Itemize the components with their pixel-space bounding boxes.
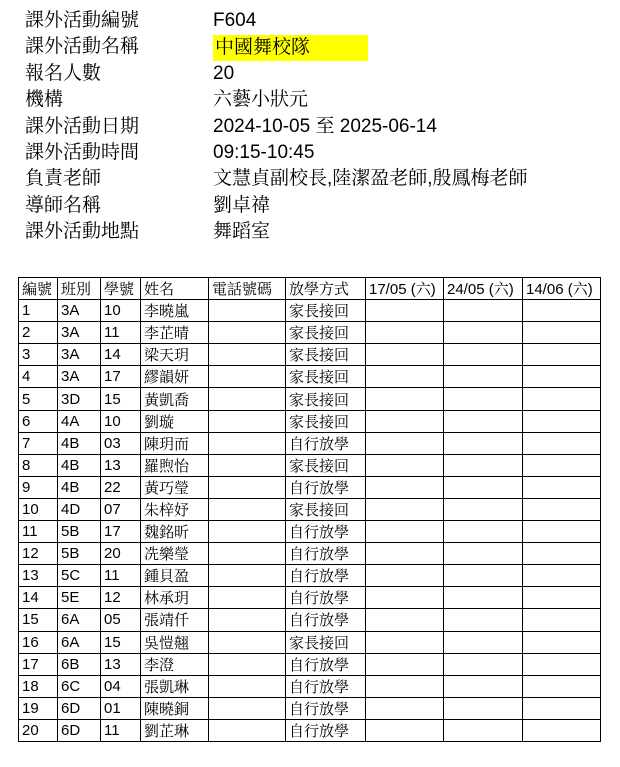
table-row [19,410,601,432]
table-cell [209,432,286,454]
table-cell: 6C [58,675,101,697]
table-cell: 2 [19,322,58,344]
table-cell: 梁天玥 [141,344,209,366]
table-cell: 6A [58,631,101,653]
table-cell: 3A [58,300,101,322]
table-cell [444,498,523,520]
table-header-cell: 14/06 (六) [523,278,601,300]
table-header-cell: 學號 [101,278,141,300]
table-cell: 4A [58,410,101,432]
table-cell [366,410,444,432]
table-cell [366,366,444,388]
table-cell: 11 [19,521,58,543]
table-row [19,300,601,322]
table-cell [444,366,523,388]
table-cell: 劉芷琳 [141,719,209,741]
table-header-row [19,278,601,300]
table-row [19,432,601,454]
table-cell [444,476,523,498]
table-cell: 繆韻妍 [141,366,209,388]
table-cell [366,521,444,543]
info-label: 報名人數 [25,62,102,84]
table-cell: 12 [19,543,58,565]
table-cell: 1 [19,300,58,322]
table-cell [523,476,601,498]
info-row [0,166,620,192]
table-cell: 7 [19,432,58,454]
table-cell [523,719,601,741]
table-cell: 家長接回 [286,388,366,410]
table-cell: 11 [101,322,141,344]
table-cell [209,697,286,719]
table-cell: 家長接回 [286,631,366,653]
table-cell: 13 [19,565,58,587]
table-cell [444,653,523,675]
table-cell: 張靖仟 [141,609,209,631]
table-cell: 羅煦怡 [141,454,209,476]
table-cell [366,653,444,675]
table-cell [444,300,523,322]
table-cell [523,388,601,410]
table-cell: 6A [58,609,101,631]
table-row [19,366,601,388]
table-cell [444,388,523,410]
table-row [19,631,601,653]
table-header-cell: 24/05 (六) [444,278,523,300]
table-cell: 吳愷翹 [141,631,209,653]
table-cell [444,410,523,432]
table-cell: 鍾貝盈 [141,565,209,587]
table-cell: 03 [101,432,141,454]
info-row [0,87,620,113]
table-cell: 李曉嵐 [141,300,209,322]
info-value: 舞蹈室 [213,221,271,243]
table-cell: 22 [101,476,141,498]
table-cell [366,587,444,609]
table-cell: 17 [101,521,141,543]
table-cell [366,344,444,366]
table-cell: 李芷晴 [141,322,209,344]
table-cell: 11 [101,719,141,741]
table-cell [209,410,286,432]
table-cell: 10 [19,498,58,520]
table-cell: 自行放學 [286,565,366,587]
table-cell [209,631,286,653]
table-cell: 6D [58,719,101,741]
table-cell: 自行放學 [286,543,366,565]
table-cell [523,498,601,520]
table-row [19,322,601,344]
table-cell: 家長接回 [286,410,366,432]
table-cell [209,675,286,697]
activity-info-section [0,0,620,246]
info-value: 劉卓禕 [213,194,271,216]
info-value: 09:15-10:45 [213,141,315,163]
table-cell [366,432,444,454]
table-cell: 4B [58,476,101,498]
table-header-cell: 班別 [58,278,101,300]
info-value: 文慧貞副校長,陸潔盈老師,殷鳳梅老師 [213,168,528,190]
table-cell [366,322,444,344]
table-cell [523,587,601,609]
table-cell [209,476,286,498]
table-cell [444,432,523,454]
table-row [19,543,601,565]
table-cell: 3A [58,344,101,366]
table-cell [523,543,601,565]
table-header-cell: 放學方式 [286,278,366,300]
table-cell: 20 [19,719,58,741]
table-row [19,454,601,476]
table-row [19,719,601,741]
table-cell: 13 [101,454,141,476]
table-cell: 13 [101,653,141,675]
table-cell [444,587,523,609]
table-cell: 11 [101,565,141,587]
table-cell [444,543,523,565]
table-cell: 家長接回 [286,322,366,344]
table-cell [366,719,444,741]
table-cell: 4B [58,454,101,476]
table-cell: 家長接回 [286,454,366,476]
table-cell [366,300,444,322]
table-cell: 18 [19,675,58,697]
table-cell: 10 [101,410,141,432]
table-cell: 14 [19,587,58,609]
table-row [19,388,601,410]
table-cell: 5E [58,587,101,609]
table-cell: 自行放學 [286,697,366,719]
info-row [0,34,620,60]
table-cell: 17 [19,653,58,675]
table-cell [366,388,444,410]
table-cell [523,300,601,322]
table-cell [523,410,601,432]
table-cell [523,521,601,543]
table-cell [209,366,286,388]
table-cell [444,454,523,476]
table-cell: 10 [101,300,141,322]
table-cell: 自行放學 [286,653,366,675]
table-row [19,498,601,520]
table-header-cell: 電話號碼 [209,278,286,300]
table-cell [523,344,601,366]
table-cell [444,322,523,344]
table-cell: 5B [58,543,101,565]
table-cell: 3A [58,366,101,388]
table-cell: 12 [101,587,141,609]
table-cell [209,719,286,741]
table-cell: 04 [101,675,141,697]
student-roster-table [18,277,601,742]
table-cell [209,322,286,344]
table-cell: 4D [58,498,101,520]
table-cell: 家長接回 [286,344,366,366]
table-row [19,609,601,631]
info-label: 機構 [25,89,64,111]
table-cell: 8 [19,454,58,476]
info-row [0,140,620,166]
table-cell: 17 [101,366,141,388]
table-cell [444,344,523,366]
table-cell: 15 [101,388,141,410]
table-cell: 自行放學 [286,587,366,609]
table-cell [523,366,601,388]
info-value: 2024-10-05 至 2025-06-14 [213,115,437,137]
table-cell: 6D [58,697,101,719]
table-cell: 07 [101,498,141,520]
table-cell [444,609,523,631]
table-cell [444,565,523,587]
table-cell: 張凱琳 [141,675,209,697]
table-cell [523,697,601,719]
table-row [19,476,601,498]
info-label: 負責老師 [25,168,102,190]
table-row [19,521,601,543]
table-row [19,675,601,697]
table-cell: 自行放學 [286,675,366,697]
table-cell [209,521,286,543]
table-cell [523,454,601,476]
info-label: 課外活動編號 [25,10,140,31]
table-cell [523,653,601,675]
table-cell: 劉璇 [141,410,209,432]
table-cell [209,454,286,476]
table-cell: 朱梓妤 [141,498,209,520]
table-cell [444,631,523,653]
info-value: F604 [213,10,257,31]
table-cell [366,543,444,565]
table-cell: 李澄 [141,653,209,675]
table-cell: 5 [19,388,58,410]
table-cell [366,631,444,653]
table-cell: 陳曉銅 [141,697,209,719]
table-cell: 自行放學 [286,609,366,631]
table-cell: 4B [58,432,101,454]
table-cell [209,565,286,587]
table-cell: 冼樂瑩 [141,543,209,565]
student-roster-table-wrap [18,277,601,742]
table-header-cell: 17/05 (六) [366,278,444,300]
info-value-highlighted: 中國舞校隊 [213,35,368,61]
table-row [19,653,601,675]
table-cell: 黃巧瑩 [141,476,209,498]
table-cell [444,697,523,719]
table-cell [209,587,286,609]
table-cell [444,719,523,741]
table-cell: 16 [19,631,58,653]
info-row [0,193,620,219]
table-cell [444,521,523,543]
table-row [19,565,601,587]
table-cell [366,609,444,631]
table-cell [523,432,601,454]
table-cell: 5B [58,521,101,543]
table-cell: 家長接回 [286,300,366,322]
table-cell: 自行放學 [286,521,366,543]
table-row [19,697,601,719]
table-cell: 自行放學 [286,432,366,454]
info-label: 課外活動時間 [25,141,140,163]
table-row [19,587,601,609]
table-cell: 3D [58,388,101,410]
table-cell [209,543,286,565]
table-cell [523,631,601,653]
table-cell: 5C [58,565,101,587]
table-cell: 林承玥 [141,587,209,609]
table-cell [366,565,444,587]
table-cell [444,675,523,697]
table-cell [209,344,286,366]
table-cell [366,675,444,697]
info-value: 20 [213,62,235,84]
table-cell: 3A [58,322,101,344]
table-cell [366,476,444,498]
table-header-cell: 姓名 [141,278,209,300]
table-cell [523,609,601,631]
table-cell: 3 [19,344,58,366]
table-cell: 家長接回 [286,366,366,388]
table-cell [366,498,444,520]
table-cell: 05 [101,609,141,631]
table-cell [209,498,286,520]
table-cell: 6B [58,653,101,675]
table-cell: 6 [19,410,58,432]
table-header-cell: 編號 [19,278,58,300]
table-cell: 家長接回 [286,498,366,520]
info-row [0,61,620,87]
table-cell: 01 [101,697,141,719]
table-cell [209,653,286,675]
table-cell: 黃凱喬 [141,388,209,410]
info-label: 導師名稱 [25,194,102,216]
table-cell [523,675,601,697]
info-row [0,219,620,245]
table-cell: 14 [101,344,141,366]
table-cell: 15 [101,631,141,653]
table-cell [523,565,601,587]
info-label: 課外活動名稱 [25,36,140,58]
info-label: 課外活動日期 [25,115,140,137]
table-cell: 陳玥而 [141,432,209,454]
table-cell [366,454,444,476]
info-value: 六藝小狀元 [213,89,309,111]
table-cell: 自行放學 [286,476,366,498]
info-row [0,114,620,140]
table-cell [523,322,601,344]
table-cell: 自行放學 [286,719,366,741]
table-cell [209,609,286,631]
table-cell: 20 [101,543,141,565]
table-cell: 4 [19,366,58,388]
info-label: 課外活動地點 [25,221,140,243]
table-cell [366,697,444,719]
table-cell: 19 [19,697,58,719]
info-row [0,8,620,34]
table-cell: 15 [19,609,58,631]
table-cell [209,388,286,410]
table-cell: 魏銘昕 [141,521,209,543]
table-cell [209,300,286,322]
table-cell: 9 [19,476,58,498]
table-body [19,300,601,742]
table-row [19,344,601,366]
